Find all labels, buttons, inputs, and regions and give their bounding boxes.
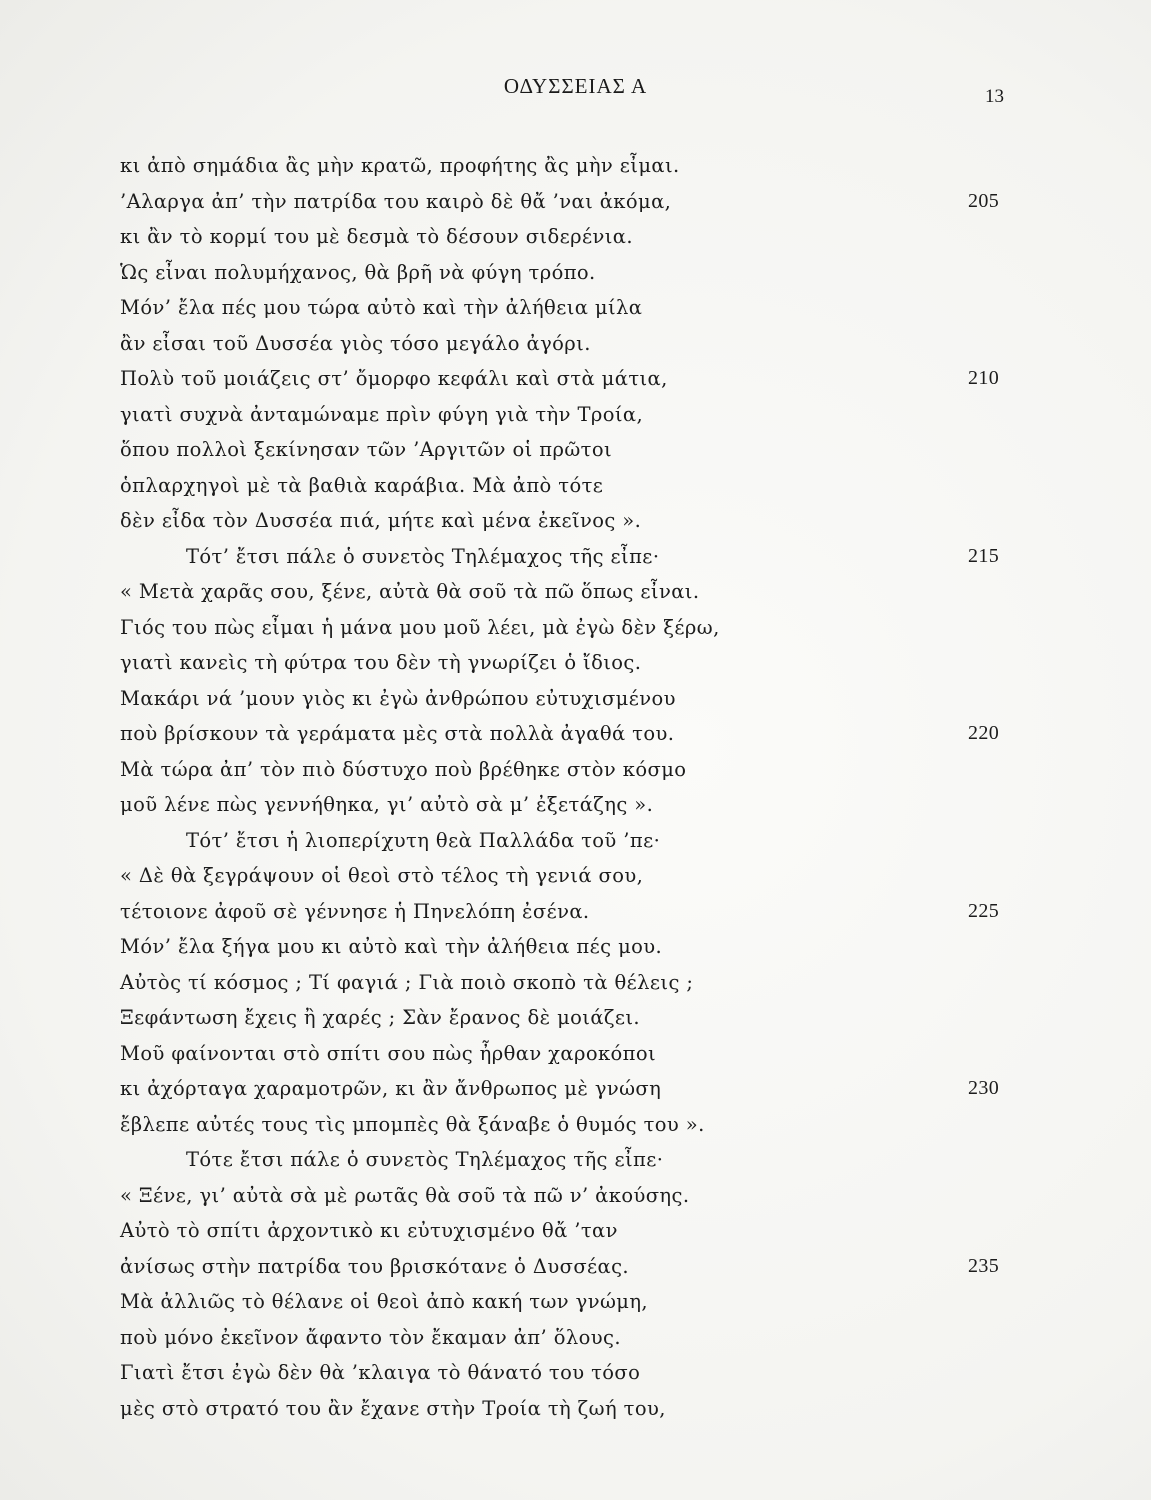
verse-line xyxy=(0,397,1151,433)
verse-text: γιατὶ κανεὶς τὴ φύτρα του δὲν τὴ γνωρίζει ὁ ἴδιος. xyxy=(120,651,642,674)
verse-text: Μόν’ ἔλα πές μου τώρα αὐτὸ καὶ τὴν ἀλήθεια μίλα xyxy=(120,296,643,319)
verse-line xyxy=(0,610,1151,646)
verse-line xyxy=(0,1000,1151,1036)
verse-text: τέτοιονε ἀφοῦ σὲ γέννησε ἡ Πηνελόπη ἐσένα. xyxy=(120,899,590,923)
verse-text: Τότ’ ἔτσι ἡ λιοπερίχυτη θεὰ Παλλάδα τοῦ ’πε· xyxy=(186,828,661,852)
verse-line xyxy=(0,432,1151,468)
verse-line xyxy=(0,1320,1151,1356)
verse-line xyxy=(0,1142,1151,1178)
verse-text: Μὰ τώρα ἀπ’ τὸν πιὸ δύστυχο ποὺ βρέθηκε στὸν κόσμο xyxy=(120,757,687,781)
verse-line xyxy=(0,219,1151,255)
verse-text: ὅπου πολλοὶ ξεκίνησαν τῶν ’Αργιτῶν οἱ πρῶτοι xyxy=(120,438,613,461)
verse-line xyxy=(0,752,1151,788)
verse-line xyxy=(0,1036,1151,1072)
verse-text: Αὐτὸς τί κόσμος ; Τί φαγιά ; Γιὰ ποιὸ σκοπὸ τὰ θέλεις ; xyxy=(120,970,694,994)
verse-text: δὲν εἶδα τὸν Δυσσέα πιά, μήτε καὶ μένα ἐκεῖνος ». xyxy=(120,509,642,532)
line-number: 225 xyxy=(968,899,1000,922)
verse-text: Μόν’ ἔλα ξήγα μου κι αὐτὸ καὶ τὴν ἀλήθεια πές μου. xyxy=(120,935,663,958)
verse-text: Μακάρι νά ’μουν γιὸς κι ἐγὼ ἀνθρώπου εὐτυχισμένου xyxy=(120,686,676,710)
verse-line xyxy=(0,823,1151,859)
verse-line xyxy=(0,1178,1151,1214)
verse-text: « Δὲ θὰ ξεγράψουν οἱ θεοὶ στὸ τέλος τὴ γενιά σου, xyxy=(120,864,644,887)
verse-line xyxy=(0,858,1151,894)
line-number: 215 xyxy=(968,544,1000,567)
verse-text: Τότε ἔτσι πάλε ὁ συνετὸς Τηλέμαχος τῆς εἶπε· xyxy=(186,1148,664,1171)
verse-line xyxy=(0,255,1151,291)
verse-line xyxy=(0,574,1151,610)
verse-text: κι ἂν τὸ κορμί του μὲ δεσμὰ τὸ δέσουν σιδερένια. xyxy=(120,225,633,248)
verse-text: ’Αλαργα ἀπ’ τὴν πατρίδα του καιρὸ δὲ θἄ ’ναι ἀκόμα, xyxy=(120,189,672,213)
verse-line xyxy=(0,645,1151,681)
verse-line xyxy=(0,929,1151,965)
running-header-title: ΟΔΥΣΣΕΙΑΣ Α xyxy=(503,74,648,98)
verse-line xyxy=(0,503,1151,539)
verse-line xyxy=(0,1107,1151,1143)
line-number: 235 xyxy=(968,1254,1000,1277)
verse-line xyxy=(0,326,1151,362)
line-number: 230 xyxy=(968,1077,1000,1099)
verse-line xyxy=(0,716,1151,752)
verse-line xyxy=(0,290,1151,326)
verse-line xyxy=(0,787,1151,823)
verse-text: « Ξένε, γι’ αὐτὰ σὰ μὲ ρωτᾶς θὰ σοῦ τὰ πῶ ν’ ἀκούσης. xyxy=(120,1183,690,1207)
verse-text: ὁπλαρχηγοὶ μὲ τὰ βαθιὰ καράβια. Μὰ ἀπὸ τότε xyxy=(120,473,604,497)
verse-line xyxy=(0,965,1151,1001)
verse-text: Ξεφάντωση ἔχεις ἢ χαρές ; Σὰν ἔρανος δὲ μοιάζει. xyxy=(120,1006,641,1029)
verse-line xyxy=(0,539,1151,575)
line-number: 205 xyxy=(968,189,1000,212)
verse-text: Ὡς εἶναι πολυμήχανος, θὰ βρῆ νὰ φύγη τρόπο. xyxy=(120,260,596,284)
verse-line xyxy=(0,1391,1151,1427)
verse-text: Μὰ ἀλλιῶς τὸ θέλανε οἱ θεοὶ ἀπὸ κακή των γνώμη, xyxy=(120,1290,648,1313)
verse-text: ποὺ μόνο ἐκεῖνον ἄφαντο τὸν ἔκαμαν ἀπ’ ὅλους. xyxy=(120,1325,621,1349)
verse-line xyxy=(0,1355,1151,1391)
verse-line xyxy=(0,894,1151,930)
verse-line xyxy=(0,1249,1151,1285)
verse-text: μοῦ λένε πὼς γεννήθηκα, γι’ αὐτὸ σὰ μ’ ἐξετάζης ». xyxy=(120,793,654,816)
verse-text: μὲς στὸ στρατό του ἂν ἔχανε στὴν Τροία τὴ ζωή του, xyxy=(120,1396,666,1420)
verse-text: Γιατὶ ἔτσι ἐγὼ δὲν θὰ ’κλαιγα τὸ θάνατό του τόσο xyxy=(120,1361,641,1384)
page-number: 13 xyxy=(985,86,1004,107)
verse-line xyxy=(0,361,1151,397)
verse-line xyxy=(0,1284,1151,1320)
verse-text: Τότ’ ἔτσι πάλε ὁ συνετὸς Τηλέμαχος τῆς εἶπε· xyxy=(186,544,660,568)
verse-text: « Μετὰ χαρᾶς σου, ξένε, αὐτὰ θὰ σοῦ τὰ πῶ ὅπως εἶναι. xyxy=(120,580,700,603)
verse-text: κι ἀπὸ σημάδια ἂς μὴν κρατῶ, προφήτης ἂς μὴν εἶμαι. xyxy=(120,154,680,177)
verse-text: Αὐτὸ τὸ σπίτι ἀρχοντικὸ κι εὐτυχισμένο θἄ ’ταν xyxy=(120,1219,618,1242)
verse-line xyxy=(0,681,1151,717)
verse-text: ἂν εἶσαι τοῦ Δυσσέα γιὸς τόσο μεγάλο ἀγόρι. xyxy=(120,331,591,355)
verse-text: κι ἀχόρταγα χαραμοτρῶν, κι ἂν ἄνθρωπος μὲ γνώση xyxy=(120,1077,662,1100)
verse-text: Μοῦ φαίνονται στὸ σπίτι σου πὼς ἦρθαν χαροκόποι xyxy=(120,1041,657,1065)
verse-list xyxy=(0,148,1151,1426)
verse-line xyxy=(0,184,1151,220)
verse-line xyxy=(0,468,1151,504)
line-number: 220 xyxy=(968,722,1000,744)
line-number: 210 xyxy=(968,367,1000,389)
verse-line xyxy=(0,1071,1151,1107)
verse-text: ἔβλεπε αὐτές τους τὶς μπομπὲς θὰ ξάναβε ὁ θυμός του ». xyxy=(120,1112,705,1136)
verse-line xyxy=(0,148,1151,184)
verse-text: Γιός του πὼς εἶμαι ἡ μάνα μου μοῦ λέει, μὰ ἐγὼ δὲν ξέρω, xyxy=(120,615,720,639)
verse-text: ἀνίσως στὴν πατρίδα του βρισκότανε ὁ Δυσσέας. xyxy=(120,1254,630,1278)
verse-text: Πολὺ τοῦ μοιάζεις στ’ ὄμορφο κεφάλι καὶ στὰ μάτια, xyxy=(120,367,668,390)
verse-text: γιατὶ συχνὰ ἀνταμώναμε πρὶν φύγη γιὰ τὴν Τροία, xyxy=(120,402,644,426)
verse-text: ποὺ βρίσκουν τὰ γεράματα μὲς στὰ πολλὰ ἀγαθά του. xyxy=(120,722,675,745)
verse-line xyxy=(0,1213,1151,1249)
